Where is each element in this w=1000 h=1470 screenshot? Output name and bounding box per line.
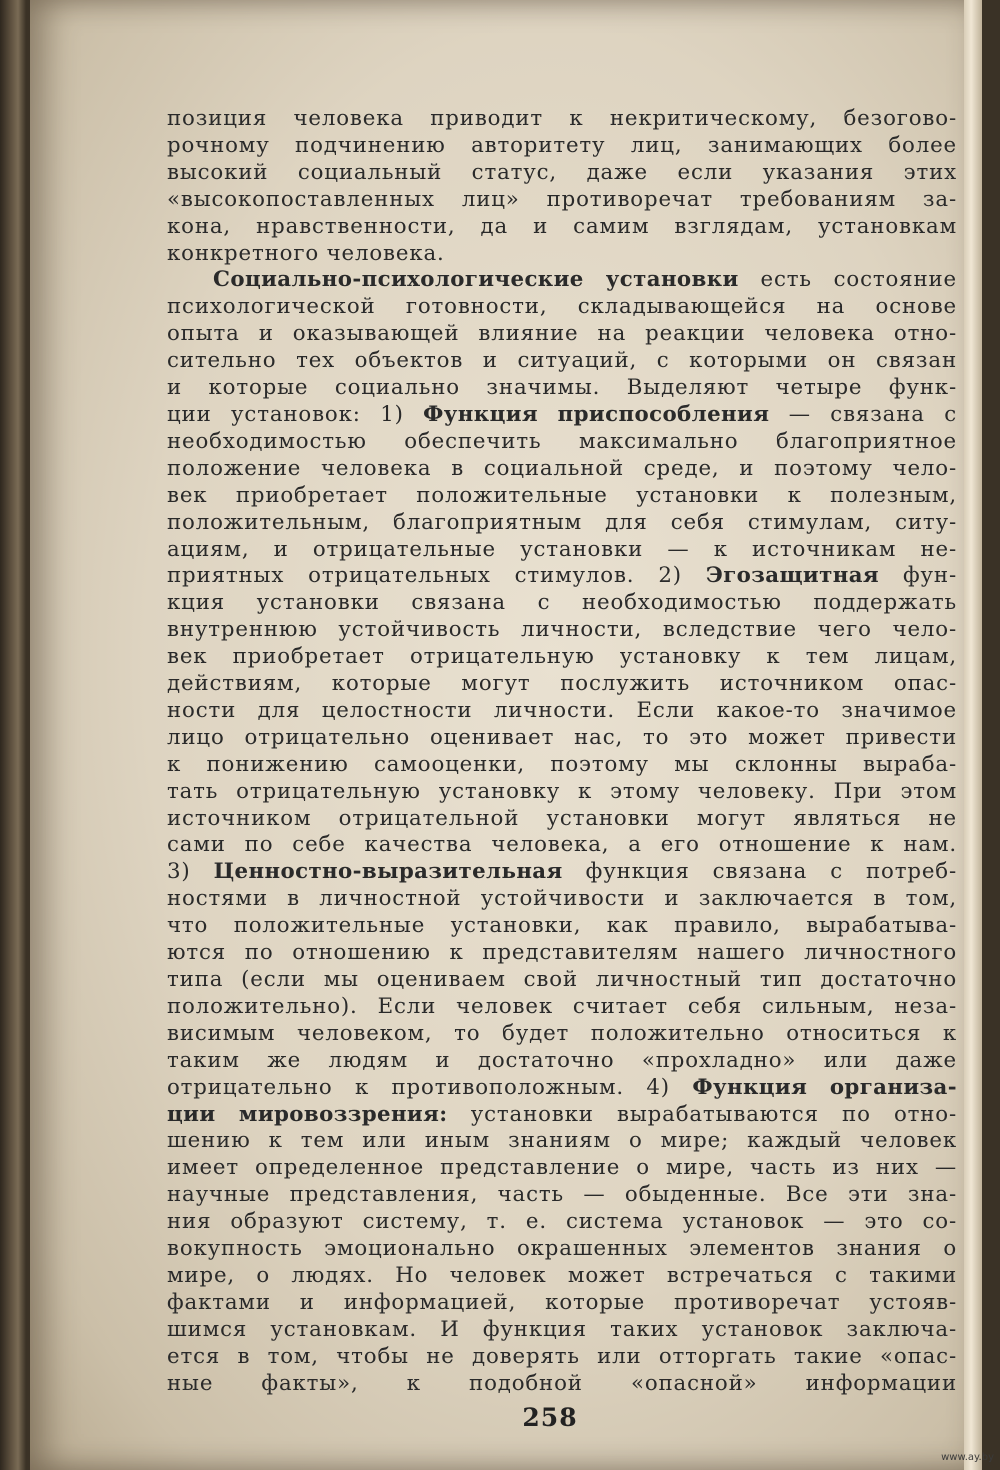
text-line: [167, 1182, 957, 1209]
text-line: [167, 644, 957, 671]
line-text: ции установок: 1): [167, 401, 424, 427]
text-line: [167, 456, 957, 483]
text-line: [167, 563, 957, 590]
watermark: www.ay.by: [941, 1452, 994, 1463]
text-line: [167, 725, 957, 752]
text-line: [167, 832, 957, 859]
text-line: [167, 1317, 957, 1344]
text-line: [167, 106, 957, 133]
line-text: функция связана с потреб-: [562, 859, 957, 885]
page-number: 258: [522, 1403, 578, 1432]
line-text: ния образуют систему, т. е. система установок — это со-: [167, 1209, 957, 1235]
book-page: [30, 0, 982, 1470]
line-text: ные факты», к подобной «опасной» информации: [167, 1370, 957, 1396]
line-text: источником отрицательной установки могут являться не: [167, 805, 957, 831]
text-line: [167, 510, 957, 537]
line-text: типа (если мы оцениваем свой личностный тип достаточно: [167, 967, 957, 992]
text-line: [167, 1128, 957, 1155]
paragraph: [167, 106, 957, 267]
line-text: положительно). Если человек считает себя сильным, неза-: [167, 993, 957, 1019]
text-line: [167, 133, 957, 160]
text-line: [167, 940, 957, 967]
line-text: и которые социально значимы. Выделяют четыре функ-: [167, 375, 957, 401]
page-edge: [964, 0, 982, 1470]
line-text: отрицательно к противоположным. 4): [167, 1074, 693, 1100]
text-line: [167, 483, 957, 510]
paragraph: [167, 267, 957, 1397]
text-line: [167, 1102, 957, 1129]
text-line: [167, 1155, 957, 1182]
text-line: [167, 752, 957, 779]
line-text: положение человека в социальной среде, и поэтому чело-: [167, 455, 957, 481]
text-line: [167, 779, 957, 806]
line-text: научные представления, часть — обыденные. Все эти зна-: [167, 1182, 957, 1208]
text-line: [167, 294, 957, 321]
line-text: фактами и информацией, которые противоречат устояв-: [167, 1289, 957, 1315]
line-text: шимся установкам. И функция таких установок заключа-: [167, 1316, 957, 1342]
text-line: [167, 187, 957, 214]
text-line: [167, 886, 957, 913]
line-text: рочному подчинению авторитету лиц, занимающих более: [167, 132, 957, 158]
line-text: имеет определенное представление о мире, часть из них —: [167, 1155, 957, 1181]
text-line: [167, 321, 957, 348]
line-text: что положительные установки, как правило, вырабатыва-: [167, 913, 957, 939]
line-text: психологической готовности, складывающейся на основе: [167, 294, 957, 320]
text-line: [167, 402, 957, 429]
text-line: [167, 375, 957, 402]
text-line: [167, 806, 957, 833]
line-text: век приобретает отрицательную установку к тем лицам,: [167, 644, 957, 670]
line-text: действиям, которые могут послужить источником опас-: [167, 671, 957, 697]
line-text: сами по себе качества человека, а его отношение к нам.: [167, 832, 957, 858]
bold-term: Функция приспособления: [423, 401, 770, 427]
text-line: [167, 537, 957, 564]
text-line: [167, 859, 957, 886]
line-text: таким же людям и достаточно «прохладно» или даже: [167, 1047, 957, 1073]
text-line: [167, 698, 957, 725]
text-line: [167, 967, 957, 994]
text-line: [167, 267, 957, 294]
line-text: внутреннюю устойчивость личности, вследствие чего чело-: [167, 617, 957, 643]
text-line: [167, 429, 957, 456]
text-line: [167, 1290, 957, 1317]
line-text: кция установки связана с необходимостью поддержать: [167, 590, 957, 616]
text-line: [167, 913, 957, 940]
bold-term: Эгозащитная: [705, 563, 880, 589]
text-line: [167, 241, 957, 268]
line-text: вокупность эмоционально окрашенных элементов знания о: [167, 1236, 957, 1262]
line-text: фун-: [879, 563, 957, 589]
line-text: век приобретает положительные установки к полезным,: [167, 482, 957, 508]
line-text: висимым человеком, то будет положительно относиться к: [167, 1020, 957, 1046]
text-line: [167, 160, 957, 187]
line-text: «высокопоставленных лиц» противоречат требованиям за-: [167, 186, 957, 212]
text-line: [167, 590, 957, 617]
line-text: позиция человека приводит к некритическому, безогово-: [167, 106, 957, 131]
text-line: [167, 214, 957, 241]
bold-term: Социально-психологические установки: [213, 267, 739, 293]
line-text: шению к тем или иным знаниям о мире; каждый человек: [167, 1128, 957, 1154]
line-text: высокий социальный статус, даже если указания этих: [167, 159, 957, 185]
text-line: [167, 1344, 957, 1371]
line-text: ностями в личностной устойчивости и заключается в том,: [167, 886, 957, 912]
line-text: установки вырабатываются по отно-: [447, 1101, 958, 1127]
line-text: лицо отрицательно оценивает нас, то это может привести: [167, 724, 957, 750]
text-line: [167, 1209, 957, 1236]
line-text: опыта и оказывающей влияние на реакции человека отно-: [167, 321, 957, 347]
text-line: [167, 1075, 957, 1102]
line-text: ется в том, чтобы не доверять или отторгать такие «опас-: [167, 1343, 957, 1369]
line-text: есть состояние: [738, 267, 958, 293]
line-text: 3): [167, 859, 214, 885]
line-text: необходимостью обеспечить максимально благоприятное: [167, 428, 957, 454]
line-text: сительно тех объектов и ситуаций, с которыми он связан: [167, 348, 957, 374]
text-line: [167, 1236, 957, 1263]
line-text: ациям, и отрицательные установки — к источникам не-: [167, 536, 957, 562]
text-line: [167, 1371, 957, 1398]
text-line: [167, 994, 957, 1021]
bold-term: ции мировоззрения:: [167, 1101, 448, 1127]
text-line: [167, 617, 957, 644]
line-text: положительным, благоприятным для себя стимулам, ситу-: [167, 509, 957, 535]
line-text: приятных отрицательных стимулов. 2): [167, 563, 706, 589]
text-line: [167, 348, 957, 375]
line-text: мире, о людях. Но человек может встречаться с такими: [167, 1262, 957, 1288]
line-text: кона, нравственности, да и самим взглядам, установкам: [167, 213, 957, 239]
text-line: [167, 1048, 957, 1075]
text-line: [167, 1021, 957, 1048]
line-text: тать отрицательную установку к этому человеку. При этом: [167, 778, 957, 804]
body-text: [167, 106, 957, 1398]
line-text: — связана с: [769, 401, 957, 427]
text-line: [167, 1263, 957, 1290]
bold-term: Функция организа-: [692, 1074, 957, 1100]
line-text: ются по отношению к представителям нашего личностного: [167, 940, 957, 966]
text-line: [167, 671, 957, 698]
line-text: конкретного человека.: [167, 240, 445, 266]
bold-term: Ценностно-выразительная: [213, 859, 563, 885]
line-text: к понижению самооценки, поэтому мы склонны выраба-: [167, 751, 957, 777]
line-text: ности для целостности личности. Если какое-то значимое: [167, 697, 957, 723]
